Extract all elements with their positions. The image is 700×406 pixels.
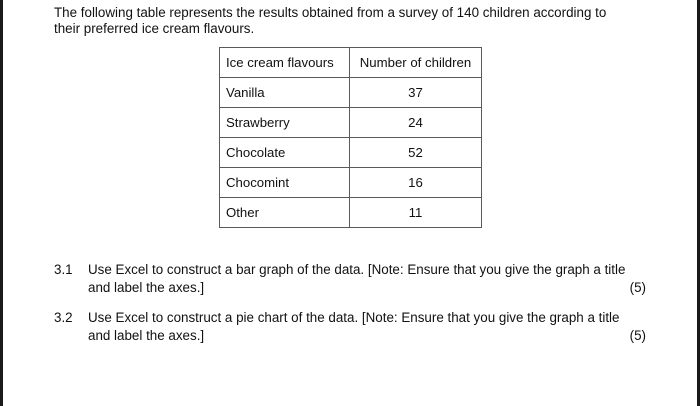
table-row (220, 198, 482, 228)
question-3-1 (54, 261, 647, 297)
count-cell: 37 (350, 78, 482, 108)
header-number-of-children: Number of children (350, 48, 482, 78)
intro-line-2: their preferred ice cream flavours. (54, 21, 255, 36)
header-flavours: Ice cream flavours (220, 48, 350, 78)
count-cell: 11 (350, 198, 482, 228)
intro-line-1: The following table represents the results obtained from a survey of 140 children according to (54, 5, 607, 20)
question-text-line-1: Use Excel to construct a pie chart of the data. [Note: Ensure that you give the graph a title (88, 310, 620, 325)
count-cell: 24 (350, 108, 482, 138)
flavour-cell: Vanilla (220, 78, 350, 108)
count-cell: 16 (350, 168, 482, 198)
flavour-cell: Other (220, 198, 350, 228)
count-cell: 52 (350, 138, 482, 168)
table-row (220, 78, 482, 108)
question-text-line-2: and label the axes.] (88, 280, 205, 295)
question-3-2 (54, 309, 647, 345)
survey-table (219, 47, 482, 228)
flavour-cell: Chocolate (220, 138, 350, 168)
table-header-row (220, 48, 482, 78)
intro-paragraph (54, 5, 654, 37)
flavour-cell: Chocomint (220, 168, 350, 198)
flavour-cell: Strawberry (220, 108, 350, 138)
question-marks: (5) (629, 328, 646, 343)
table-row (220, 138, 482, 168)
question-marks: (5) (629, 280, 646, 295)
question-number: 3.1 (54, 262, 73, 277)
table-row (220, 168, 482, 198)
table-row (220, 108, 482, 138)
question-number: 3.2 (54, 310, 73, 325)
question-text-line-2: and label the axes.] (88, 328, 205, 343)
question-text-line-1: Use Excel to construct a bar graph of the data. [Note: Ensure that you give the graph a title (88, 262, 626, 277)
left-border (0, 0, 3, 406)
